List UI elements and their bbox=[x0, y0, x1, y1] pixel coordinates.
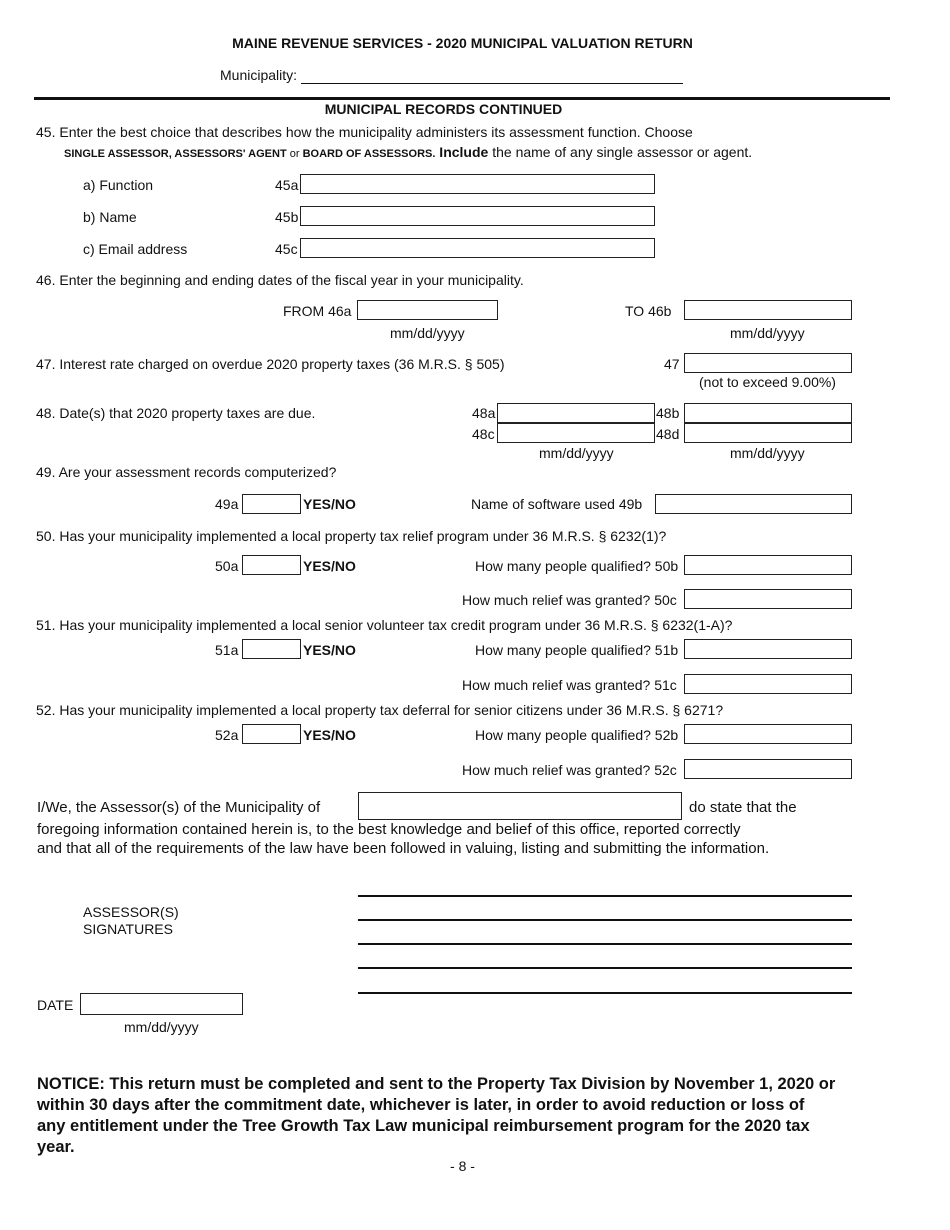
notice-line4: year. bbox=[37, 1138, 75, 1156]
q45b-code: 45b bbox=[275, 209, 299, 225]
signature-line-5[interactable] bbox=[358, 992, 852, 994]
attestation-suffix: do state that the bbox=[689, 799, 797, 816]
q48c-code: 48c bbox=[472, 426, 495, 442]
q49a-yesno-input[interactable] bbox=[242, 494, 301, 514]
q49a-code: 49a bbox=[215, 496, 239, 512]
municipality-label: Municipality: bbox=[220, 67, 298, 83]
q46a-from-date-input[interactable] bbox=[357, 300, 498, 320]
q47-interest-rate-input[interactable] bbox=[684, 353, 852, 373]
q46a-label: FROM 46a bbox=[283, 303, 352, 319]
q45b-label: b) Name bbox=[83, 209, 137, 225]
page-title: MAINE REVENUE SERVICES - 2020 MUNICIPAL VALUATION RETURN bbox=[232, 35, 693, 51]
notice-line3: any entitlement under the Tree Growth Tax Law municipal reimbursement program for the 2020 tax bbox=[37, 1117, 810, 1135]
q51c-relief-input[interactable] bbox=[684, 674, 852, 694]
q45-text-line1: 45. Enter the best choice that describes how the municipality administers its assessment function. Choose bbox=[36, 124, 693, 140]
q49a-yesno-label: YES/NO bbox=[303, 496, 356, 512]
signature-line-2[interactable] bbox=[358, 919, 852, 921]
q45a-label: a) Function bbox=[83, 177, 154, 193]
q52c-relief-input[interactable] bbox=[684, 759, 852, 779]
q47-note: (not to exceed 9.00%) bbox=[699, 374, 836, 390]
q50c-relief-input[interactable] bbox=[684, 589, 852, 609]
q52c-label: How much relief was granted? 52c bbox=[462, 762, 677, 778]
attestation-municipality-input[interactable] bbox=[358, 792, 682, 820]
attestation-line3: and that all of the requirements of the law have been followed in valuing, listing and submitting the information. bbox=[37, 840, 770, 857]
q46b-label: TO 46b bbox=[625, 303, 672, 319]
q52a-yesno-label: YES/NO bbox=[303, 727, 356, 743]
signature-line-4[interactable] bbox=[358, 967, 852, 969]
q50-text: 50. Has your municipality implemented a local property tax relief program under 36 M.R.S. § 6232(1)? bbox=[36, 528, 667, 544]
q45a-code: 45a bbox=[275, 177, 299, 193]
q52a-code: 52a bbox=[215, 727, 239, 743]
signature-line-1[interactable] bbox=[358, 895, 852, 897]
q50b-label: How many people qualified? 50b bbox=[475, 558, 679, 574]
q48a-date-input[interactable] bbox=[497, 403, 655, 423]
signatures-label-line1: ASSESSOR(S) bbox=[83, 904, 179, 920]
q46b-date-hint: mm/dd/yyyy bbox=[730, 325, 805, 341]
q49b-label: Name of software used 49b bbox=[471, 496, 643, 512]
q51c-label: How much relief was granted? 51c bbox=[462, 677, 677, 693]
q51b-label: How many people qualified? 51b bbox=[475, 642, 679, 658]
q52a-yesno-input[interactable] bbox=[242, 724, 301, 744]
q52-text: 52. Has your municipality implemented a local property tax deferral for senior citizens under 36 M.R.S. § 6271? bbox=[36, 702, 724, 718]
signature-date-input[interactable] bbox=[80, 993, 243, 1015]
municipality-field[interactable] bbox=[301, 83, 683, 84]
attestation-line2: foregoing information contained herein is, to the best knowledge and belief of this office, reported correctly bbox=[37, 821, 741, 838]
q46-text: 46. Enter the beginning and ending dates of the fiscal year in your municipality. bbox=[36, 272, 524, 288]
q45c-email-input[interactable] bbox=[300, 238, 655, 258]
section-title: MUNICIPAL RECORDS CONTINUED bbox=[324, 101, 563, 117]
q48b-date-input[interactable] bbox=[684, 403, 852, 423]
signature-line-3[interactable] bbox=[358, 943, 852, 945]
q46a-date-hint: mm/dd/yyyy bbox=[390, 325, 465, 341]
q50a-yesno-label: YES/NO bbox=[303, 558, 356, 574]
q45-text-line2: SINGLE ASSESSOR, ASSESSORS' AGENT or BOARD OF ASSESSORS. Include the name of any single assessor or agent. bbox=[64, 144, 753, 160]
q51b-people-input[interactable] bbox=[684, 639, 852, 659]
q52b-label: How many people qualified? 52b bbox=[475, 727, 679, 743]
q48-date-hint-right: mm/dd/yyyy bbox=[730, 445, 805, 461]
q51a-code: 51a bbox=[215, 642, 239, 658]
q50c-label: How much relief was granted? 50c bbox=[462, 592, 677, 608]
q47-text: 47. Interest rate charged on overdue 2020 property taxes (36 M.R.S. § 505) bbox=[36, 356, 505, 372]
notice-line1: NOTICE: This return must be completed and sent to the Property Tax Division by November 1, 2020 or bbox=[37, 1075, 836, 1093]
q52b-people-input[interactable] bbox=[684, 724, 852, 744]
q45c-code: 45c bbox=[275, 241, 298, 257]
notice-line2: within 30 days after the commitment date, whichever is later, in order to avoid reduction or loss of bbox=[37, 1096, 805, 1114]
q51a-yesno-input[interactable] bbox=[242, 639, 301, 659]
q49b-software-input[interactable] bbox=[655, 494, 852, 514]
q48-text: 48. Date(s) that 2020 property taxes are due. bbox=[36, 405, 316, 421]
q50a-code: 50a bbox=[215, 558, 239, 574]
q47-code: 47 bbox=[664, 356, 680, 372]
attestation-prefix: I/We, the Assessor(s) of the Municipality of bbox=[37, 799, 321, 816]
q48d-code: 48d bbox=[656, 426, 680, 442]
q48d-date-input[interactable] bbox=[684, 423, 852, 443]
q45b-name-input[interactable] bbox=[300, 206, 655, 226]
q45c-label: c) Email address bbox=[83, 241, 188, 257]
signatures-label-line2: SIGNATURES bbox=[83, 921, 173, 937]
q51a-yesno-label: YES/NO bbox=[303, 642, 356, 658]
signature-date-hint: mm/dd/yyyy bbox=[124, 1019, 199, 1035]
q48a-code: 48a bbox=[472, 405, 496, 421]
page-number: - 8 - bbox=[450, 1158, 475, 1174]
date-label: DATE bbox=[37, 997, 74, 1013]
q51-text: 51. Has your municipality implemented a local senior volunteer tax credit program under 36 M.R.S. § 6232(1-A)? bbox=[36, 617, 733, 633]
q46b-to-date-input[interactable] bbox=[684, 300, 852, 320]
q48-date-hint-left: mm/dd/yyyy bbox=[539, 445, 614, 461]
q48b-code: 48b bbox=[656, 405, 680, 421]
q48c-date-input[interactable] bbox=[497, 423, 655, 443]
q45a-function-input[interactable] bbox=[300, 174, 655, 194]
q50b-people-input[interactable] bbox=[684, 555, 852, 575]
header-divider bbox=[34, 97, 890, 100]
q49-text: 49. Are your assessment records computerized? bbox=[36, 464, 337, 480]
q50a-yesno-input[interactable] bbox=[242, 555, 301, 575]
